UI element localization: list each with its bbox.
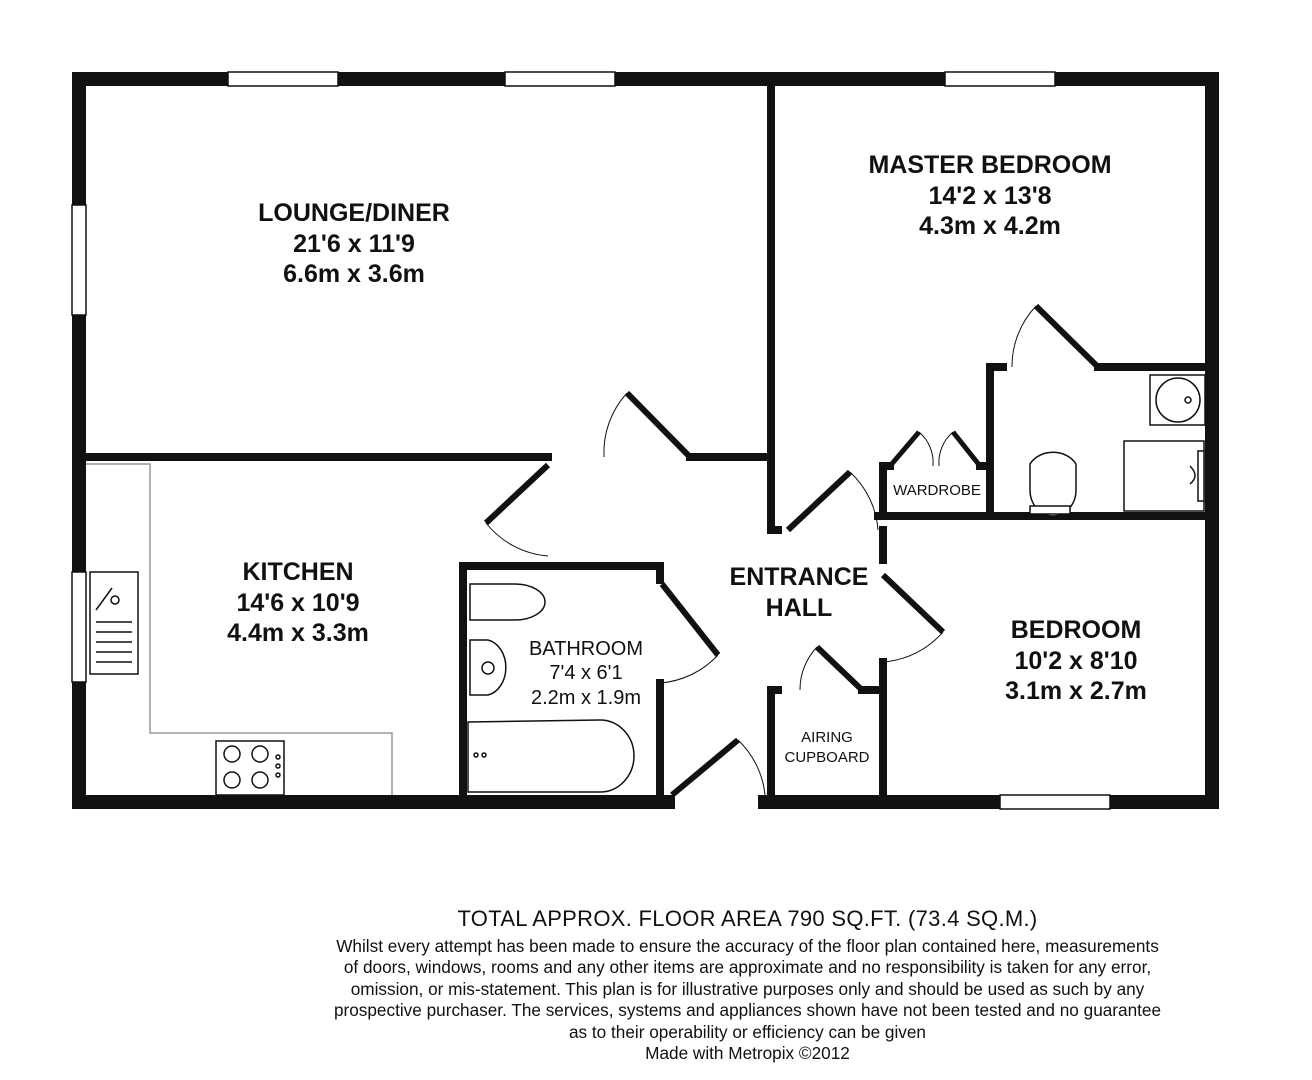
room-label-wardrobe	[886, 481, 988, 501]
kitchen-metric: 4.4m x 3.3m	[227, 619, 369, 647]
bedroom-metric: 3.1m x 2.7m	[1005, 677, 1147, 705]
lounge-name: LOUNGE/DINER	[258, 199, 450, 227]
room-label-entrance-hall	[710, 562, 888, 623]
bathroom-metric: 2.2m x 1.9m	[530, 686, 642, 709]
kitchen-imperial: 14'6 x 10'9	[236, 588, 360, 617]
lounge-metric: 6.6m x 3.6m	[283, 260, 425, 288]
credit-text: Made with Metropix ©2012	[645, 1043, 850, 1064]
wardrobe-name: WARDROBE	[893, 482, 981, 499]
hall-line1: ENTRANCE	[729, 563, 869, 591]
bedroom-name: BEDROOM	[1010, 616, 1142, 644]
lounge-imperial: 21'6 x 11'9	[293, 229, 415, 258]
total-floor-area: TOTAL APPROX. FLOOR AREA 790 SQ.FT. (73.4 SQ.M.)	[457, 906, 1038, 931]
master-metric: 4.3m x 4.2m	[919, 212, 1061, 240]
kitchen-name: KITCHEN	[242, 558, 354, 586]
room-label-lounge-diner	[214, 198, 494, 290]
airing-line2: CUPBOARD	[784, 748, 870, 766]
disclaimer-text: Whilst every attempt has been made to ensure the accuracy of the floor plan contained here, measurements of doors, windows, rooms and any other items are approximate and no responsibility is taken for any error, omission, or mis-statement. This plan is for illustrative purposes only and should be used as such by any prospective purchaser. The services, systems and appliances shown have not been tested and no guarantee as to their operability or efficiency can be given	[333, 936, 1162, 1042]
master-imperial: 14'2 x 13'8	[928, 181, 1052, 210]
ensuite-fittings	[1030, 375, 1205, 516]
bathroom-imperial: 7'4 x 6'1	[549, 662, 623, 685]
room-label-airing-cupboard	[772, 728, 882, 767]
bedroom-imperial: 10'2 x 8'10	[1014, 646, 1138, 675]
room-label-master-bedroom	[830, 150, 1150, 242]
bathroom-name: BATHROOM	[528, 638, 644, 660]
room-label-kitchen	[188, 557, 408, 649]
footer	[250, 906, 1245, 1064]
room-label-bathroom	[508, 637, 664, 710]
room-label-bedroom	[964, 615, 1188, 707]
hall-line2: HALL	[765, 593, 833, 622]
master-name: MASTER BEDROOM	[868, 151, 1112, 179]
airing-line1: AIRING	[801, 729, 853, 746]
